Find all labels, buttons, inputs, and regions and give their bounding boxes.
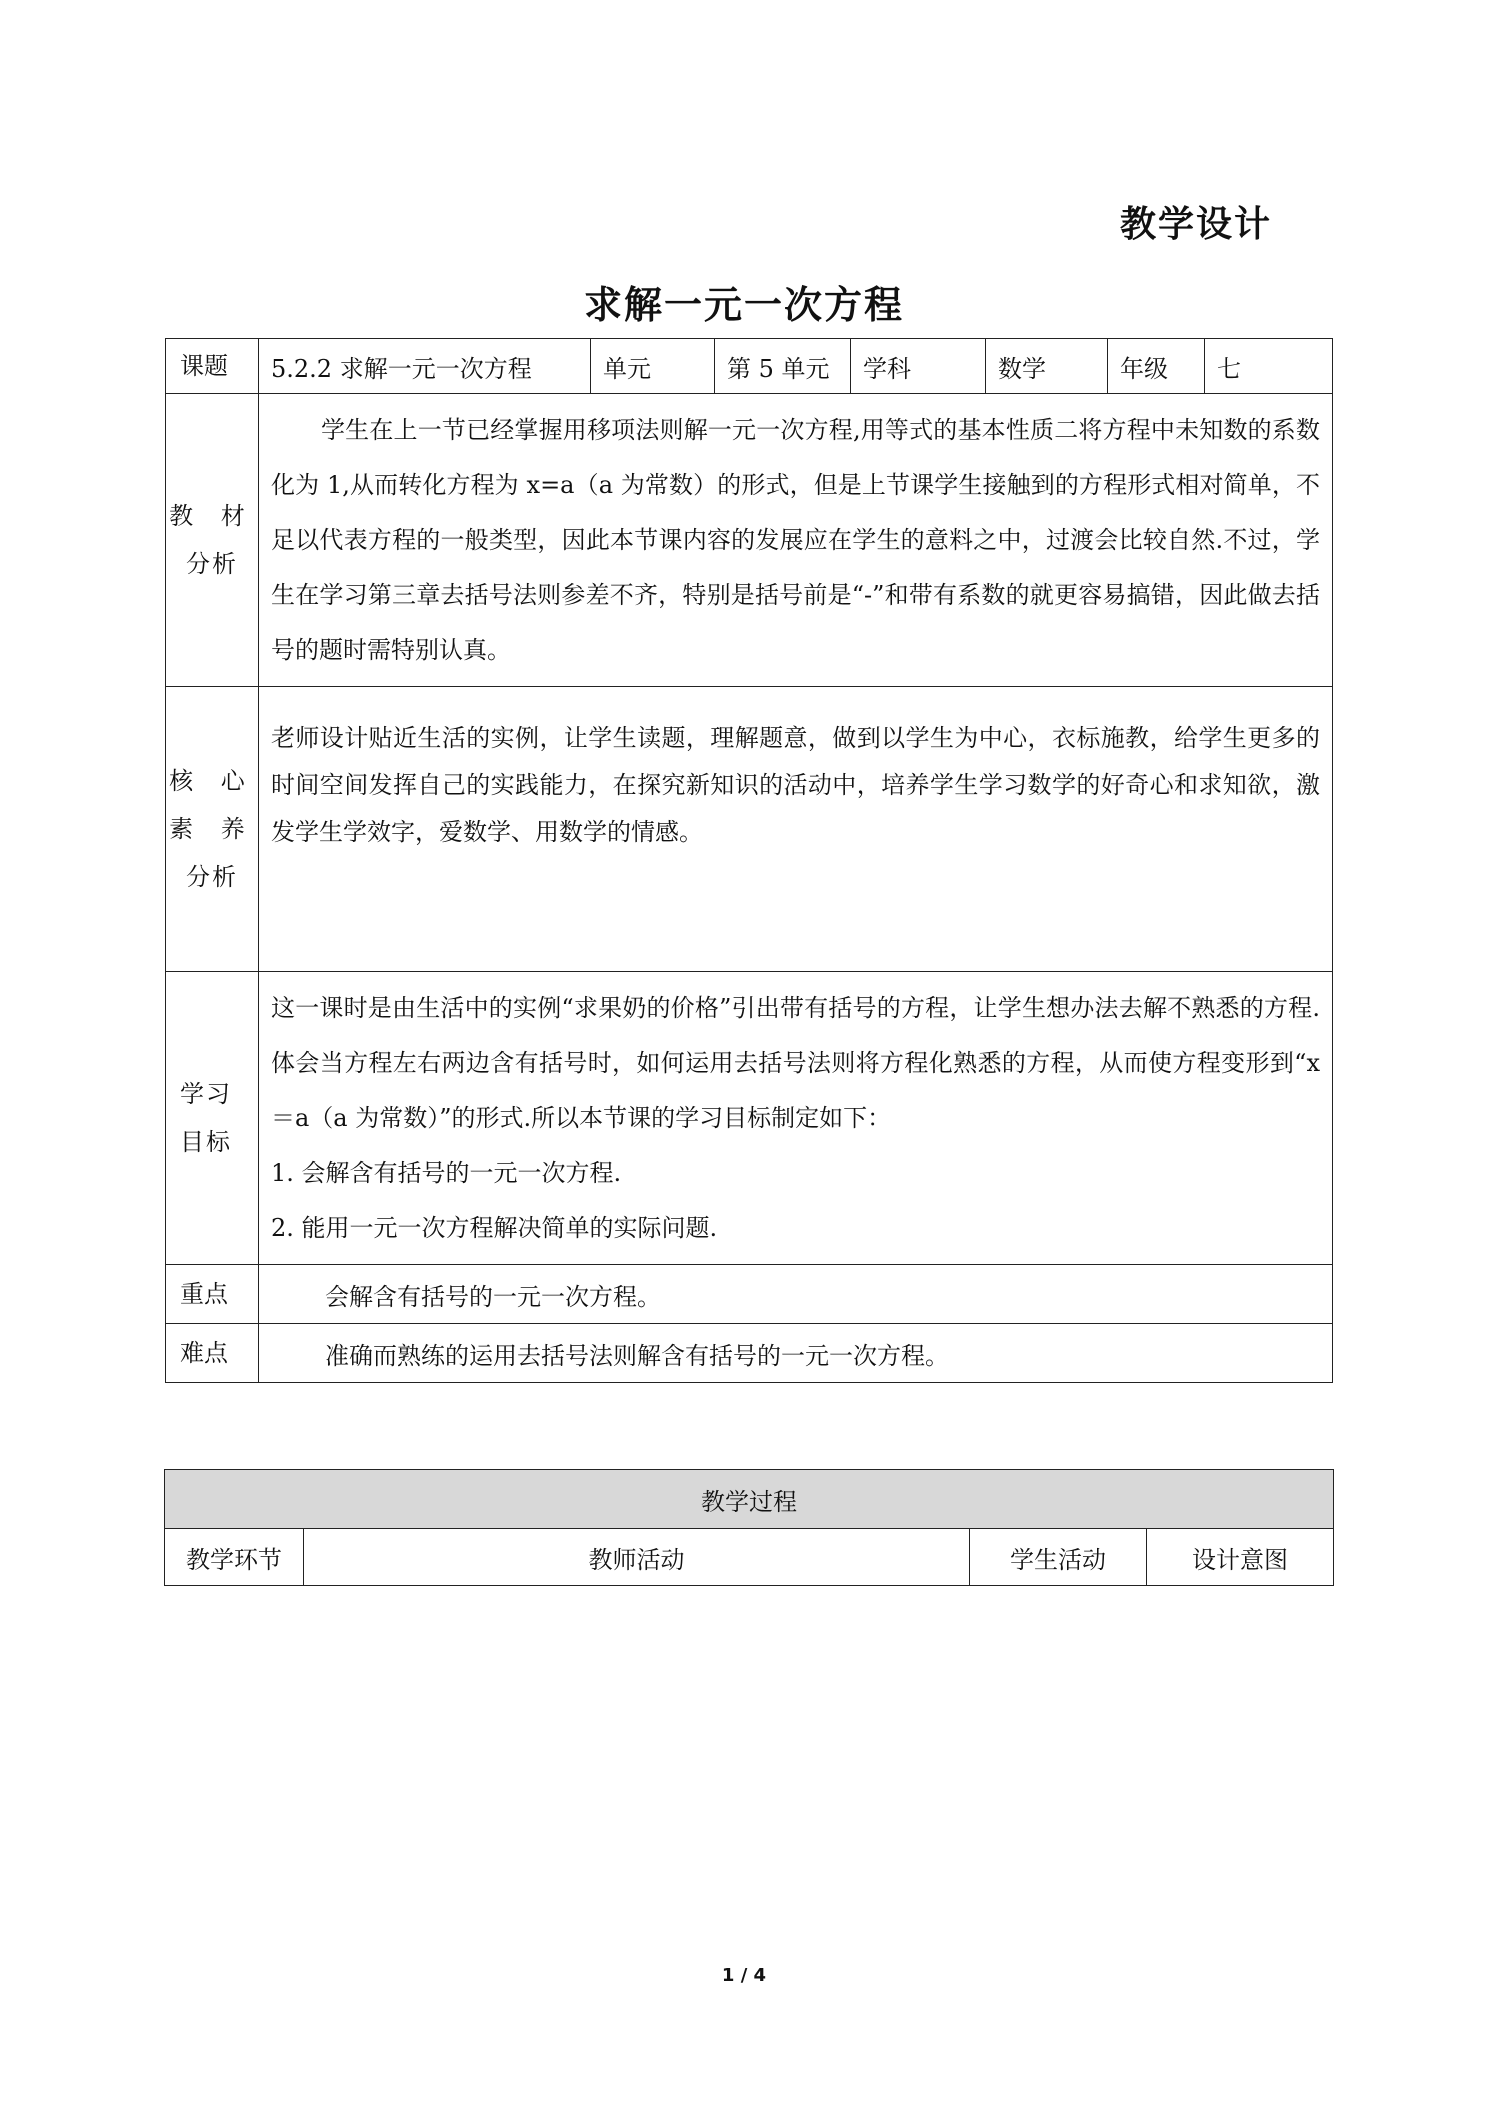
subject-label: 学科 <box>851 339 986 394</box>
grade-label: 年级 <box>1108 339 1205 394</box>
unit-value: 第 5 单元 <box>715 339 851 394</box>
material-label-line-1: 教 材 <box>169 502 255 530</box>
process-header: 教学过程 <box>165 1470 1334 1529</box>
grade-value: 七 <box>1205 339 1333 394</box>
core-text: 老师设计贴近生活的实例，让学生读题，理解题意，做到以学生为中心，衣标施教，给学生更多的时间空间发挥自己的实践能力，在探究新知识的活动中，培养学生学习数学的好奇心和求知欲，激发学生学效字，爱数学、用数学的情感。 <box>271 724 1320 846</box>
difficult-label: 难点 <box>166 1324 259 1383</box>
goal-item-1: 1. 会解含有括号的一元一次方程. <box>271 1158 622 1187</box>
goal-label-line-1: 学习 <box>180 1080 232 1108</box>
goal-row <box>166 972 1333 1265</box>
goal-text: 这一课时是由生活中的实例“求果奶的价格”引出带有括号的方程，让学生想办法去解不熟悉的方程.体会当方程左右两边含有括号时，如何运用去括号法则将方程化熟悉的方程，从而使方程变形到“x＝a（a 为常数）”的形式.所以本节课的学习目标制定如下： <box>271 993 1320 1132</box>
ke-ti-value: 5.2.2 求解一元一次方程 <box>259 339 591 394</box>
core-row <box>166 687 1333 972</box>
core-content <box>259 687 1333 972</box>
material-text: 学生在上一节已经掌握用移项法则解一元一次方程,用等式的基本性质二将方程中未知数的系数化为 1,从而转化方程为 x=a（a 为常数）的形式，但是上节课学生接触到的方程形式相对简单，不足以代表方程的一般类型，因此本节课内容的发展应在学生的意料之中，过渡会比较自然.不过，学生在学习第三章去括号法则参差不齐，特别是括号前是“-”和带有系数的就更容易搞错，因此做去括号的题时需特别认真。 <box>271 415 1320 664</box>
info-row-header <box>166 339 1333 394</box>
goal-item-2: 2. 能用一元一次方程解决简单的实际问题. <box>271 1213 718 1242</box>
difficult-text: 准确而熟练的运用去括号法则解含有括号的一元一次方程。 <box>259 1324 1333 1383</box>
unit-label: 单元 <box>591 339 715 394</box>
key-text: 会解含有括号的一元一次方程。 <box>259 1265 1333 1324</box>
material-label <box>166 394 259 687</box>
material-row <box>166 394 1333 687</box>
process-column-intent: 设计意图 <box>1147 1529 1334 1586</box>
material-label-line-2: 分析 <box>186 550 238 578</box>
process-header-row <box>165 1470 1334 1529</box>
core-label-line-2: 素 养 <box>169 815 255 843</box>
subject-value: 数学 <box>986 339 1108 394</box>
header-label: 教学设计 <box>1120 204 1273 245</box>
goal-label-line-2: 目标 <box>180 1128 232 1156</box>
document-title: 求解一元一次方程 <box>583 283 904 327</box>
ke-ti-label: 课题 <box>166 339 259 394</box>
key-label: 重点 <box>166 1265 259 1324</box>
process-column-teacher: 教师活动 <box>304 1529 970 1586</box>
core-label-line-1: 核 心 <box>169 767 255 795</box>
core-label-line-3: 分析 <box>186 863 238 891</box>
process-column-stage: 教学环节 <box>165 1529 304 1586</box>
page-number: 1 / 4 <box>721 1965 767 1986</box>
goal-content <box>259 972 1333 1265</box>
process-column-student: 学生活动 <box>970 1529 1147 1586</box>
difficult-row <box>166 1324 1333 1383</box>
info-table <box>165 338 1333 1383</box>
process-columns-row <box>165 1529 1334 1586</box>
goal-label <box>166 972 259 1265</box>
key-row <box>166 1265 1333 1324</box>
material-content <box>259 394 1333 687</box>
core-label <box>166 687 259 972</box>
process-table <box>164 1469 1334 1586</box>
